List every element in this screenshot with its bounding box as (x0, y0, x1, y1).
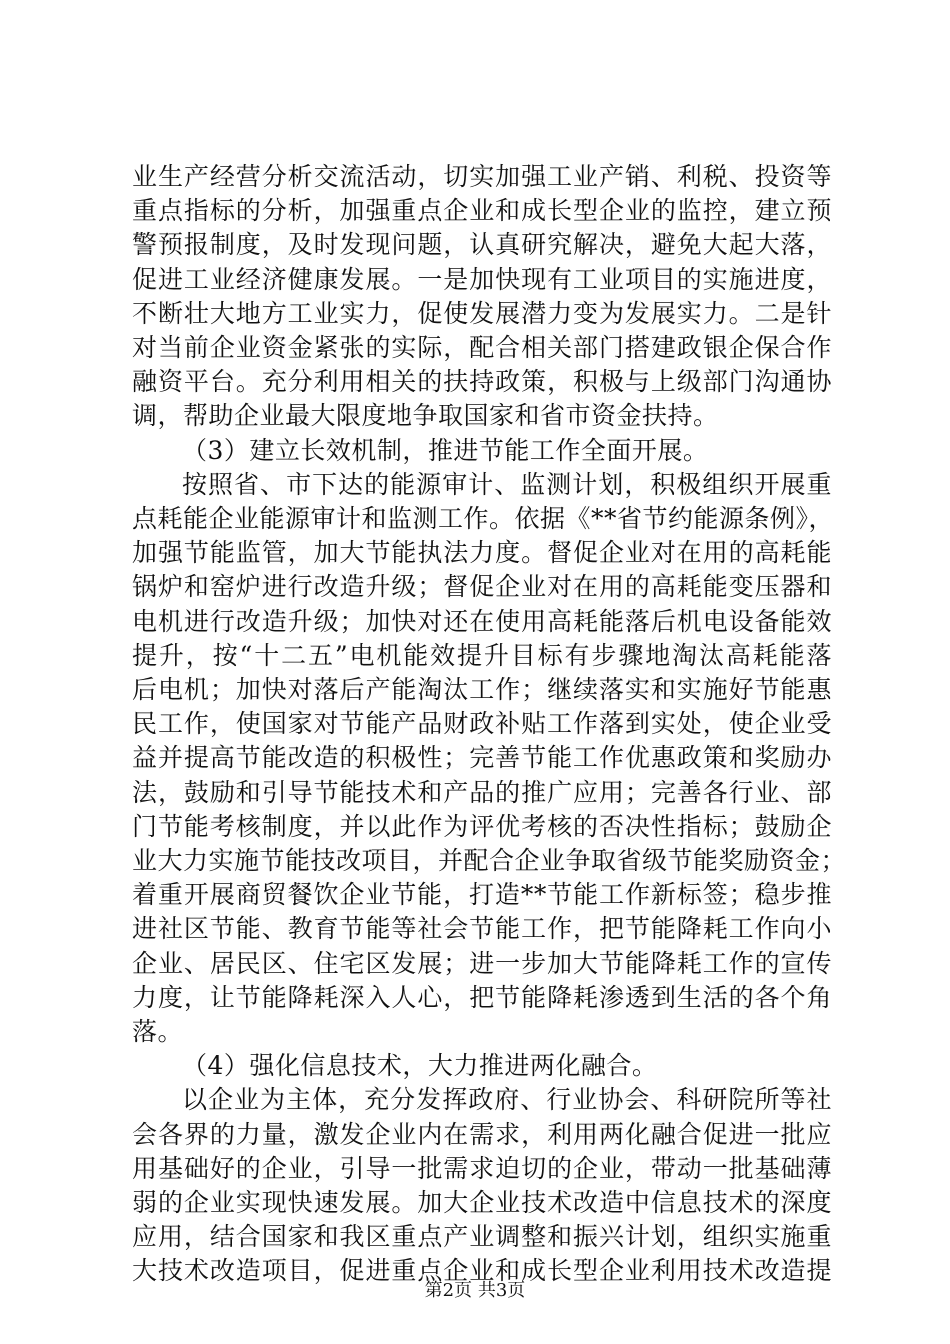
paragraph-line: 提升，按“十二五”电机能效提升目标有步骤地淘汰高耗能落 (132, 640, 832, 670)
section-heading: （3）建立长效机制，推进节能工作全面开展。 (182, 435, 709, 465)
paragraph-line: 加强节能监管，加大节能执法力度。督促企业对在用的高耗能 (132, 538, 832, 568)
paragraph-line: 用基础好的企业，引导一批需求迫切的企业，带动一批基础薄 (132, 1153, 832, 1183)
paragraph-line: 会各界的力量，激发企业内在需求，利用两化融合促进一批应 (132, 1119, 832, 1149)
paragraph-line: 企业、居民区、住宅区发展；进一步加大节能降耗工作的宣传 (132, 948, 832, 978)
paragraph-line: 点耗能企业能源审计和监测工作。依据《**省节约能源条例》， (132, 504, 835, 533)
paragraph-line: 调，帮助企业最大限度地争取国家和省市资金扶持。 (132, 401, 719, 431)
paragraph-line: 融资平台。充分利用相关的扶持政策，积极与上级部门沟通协 (132, 367, 832, 397)
paragraph-line: 锅炉和窑炉进行改造升级；督促企业对在用的高耗能变压器和 (132, 572, 832, 602)
paragraph-line: 进社区节能、教育节能等社会节能工作，把节能降耗工作向小 (132, 914, 832, 944)
paragraph-line: 业大力实施节能技改项目，并配合企业争取省级节能奖励资金； (132, 846, 847, 875)
paragraph-line: 不断壮大地方工业实力，促使发展潜力变为发展实力。二是针 (132, 298, 832, 328)
paragraph-line: 弱的企业实现快速发展。加大企业技术改造中信息技术的深度 (132, 1188, 832, 1217)
page-footer: 第2页 共3页 (424, 1280, 526, 1301)
paragraph-line: 应用，结合国家和我区重点产业调整和振兴计划，组织实施重 (132, 1222, 832, 1252)
paragraph-line: 促进工业经济健康发展。一是加快现有工业项目的实施进度， (132, 264, 832, 294)
paragraph-line: 后电机；加快对落后产能淘汰工作；继续落实和实施好节能惠 (132, 675, 832, 704)
paragraph-line: 力度，让节能降耗深入人心，把节能降耗渗透到生活的各个角 (132, 982, 832, 1012)
paragraph-line: 益并提高节能改造的积极性；完善节能工作优惠政策和奖励办 (132, 743, 832, 773)
paragraph-line: 以企业为主体，充分发挥政府、行业协会、科研院所等社 (182, 1085, 832, 1115)
section-heading: （4）强化信息技术，大力推进两化融合。 (182, 1051, 658, 1081)
paragraph-line: 警预报制度，及时发现问题，认真研究解决，避免大起大落， (132, 230, 832, 260)
paragraph-line: 大技术改造项目，促进重点企业和成长型企业利用技术改造提 (132, 1256, 832, 1286)
paragraph-line: 法，鼓励和引导节能技术和产品的推广应用；完善各行业、部 (132, 777, 832, 807)
paragraph-line: 落。 (132, 1017, 184, 1046)
paragraph-line: 民工作，使国家对节能产品财政补贴工作落到实处，使企业受 (132, 709, 832, 739)
paragraph-line: 对当前企业资金紧张的实际，配合相关部门搭建政银企保合作 (132, 333, 832, 362)
paragraph-line: 重点指标的分析，加强重点企业和成长型企业的监控，建立预 (132, 196, 832, 226)
paragraph-line: 业生产经营分析交流活动，切实加强工业产销、利税、投资等 (132, 162, 832, 191)
paragraph-line: 按照省、市下达的能源审计、监测计划，积极组织开展重 (182, 469, 832, 499)
paragraph-line: 电机进行改造升级；加快对还在使用高耗能落后机电设备能效 (132, 606, 832, 636)
paragraph-line: 着重开展商贸餐饮企业节能，打造**节能工作新标签；稳步推 (132, 880, 832, 910)
paragraph-line: 门节能考核制度，并以此作为评优考核的否决性指标；鼓励企 (132, 811, 832, 841)
